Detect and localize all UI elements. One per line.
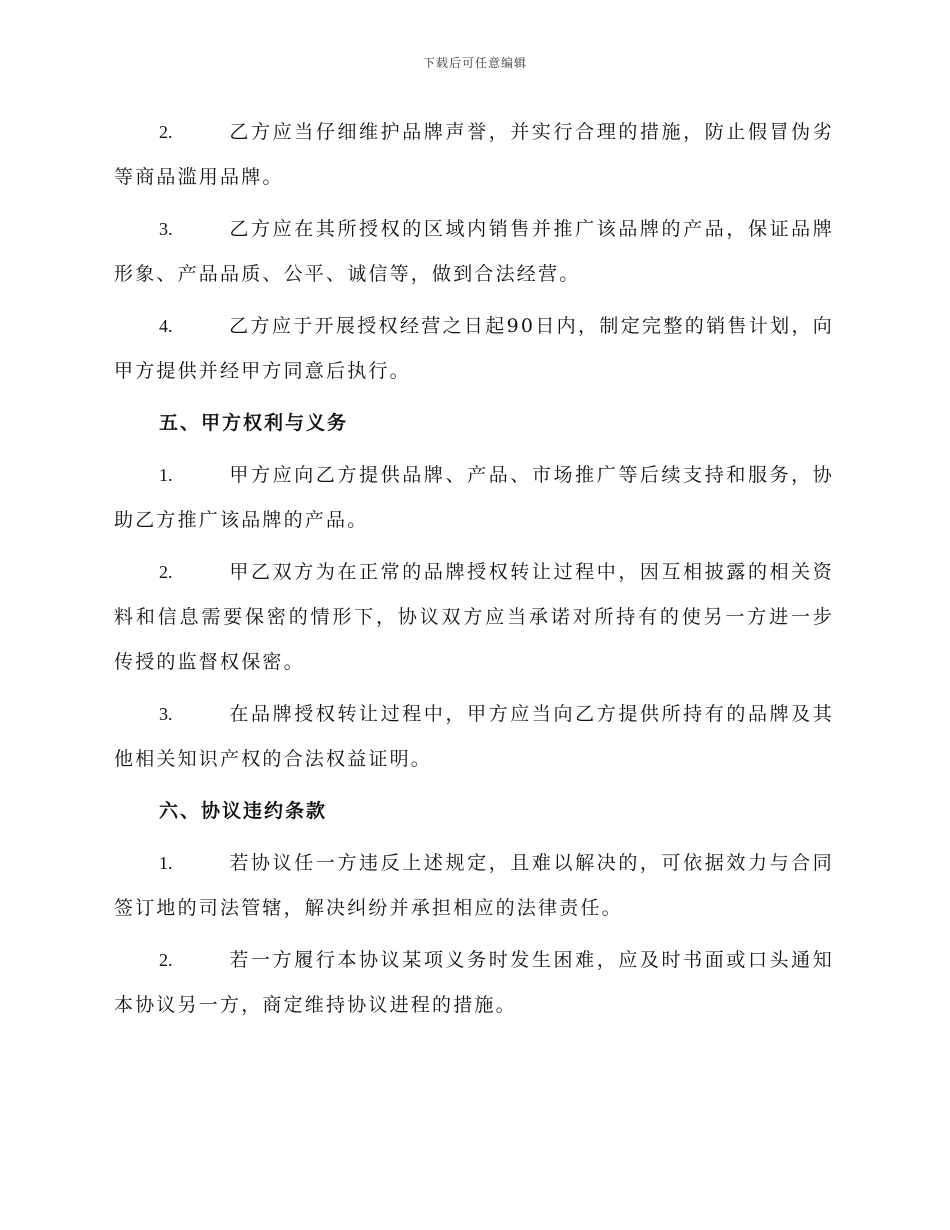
clause-text: 乙方应在其所授权的区域内销售并推广该品牌的产品，保证品牌形象、产品品质、公平、诚信等，做到合法经营。 [114,218,834,285]
clause-number: 1. [159,465,173,485]
clause-number: 2. [159,122,173,142]
clause-text: 乙方应于开展授权经营之日起90日内，制定完整的销售计划，向甲方提供并经甲方同意后执行。 [114,315,834,382]
clause-text: 若一方履行本协议某项义务时发生困难，应及时书面或口头通知本协议另一方，商定维持协议进程的措施。 [114,949,834,1016]
clause-paragraph [114,304,834,394]
clause-number: 2. [159,562,173,582]
clause-number: 2. [159,950,173,970]
clause-text: 甲方应向乙方提供品牌、产品、市场推广等后续支持和服务，协助乙方推广该品牌的产品。 [114,464,834,531]
clause-paragraph [114,453,834,543]
clause-paragraph [114,207,834,297]
clause-text: 在品牌授权转让过程中，甲方应当向乙方提供所持有的品牌及其他相关知识产权的合法权益证明。 [114,703,834,770]
clause-text: 乙方应当仔细维护品牌声誉，并实行合理的措施，防止假冒伪劣等商品滥用品牌。 [114,121,834,188]
section-heading: 六、协议违约条款 [159,800,328,822]
page-header: 下载后可任意编辑 [422,56,527,70]
clause-paragraph [114,692,834,782]
clause-paragraph [114,550,834,685]
clause-paragraph [114,841,834,931]
clause-text: 甲乙双方为在正常的品牌授权转让过程中，因互相披露的相关资料和信息需要保密的情形下，协议双方应当承诺对所持有的使另一方进一步传授的监督权保密。 [114,561,834,673]
clause-number: 3. [159,219,173,239]
clause-paragraph [114,110,834,200]
clause-text: 若协议任一方违反上述规定，且难以解决的，可依据效力与合同签订地的司法管辖，解决纠纷并承担相应的法律责任。 [114,852,834,919]
clause-number: 3. [159,704,173,724]
clause-number: 1. [159,853,173,873]
document-body [114,110,834,1035]
section-heading: 五、甲方权利与义务 [159,412,349,434]
clause-number: 4. [159,316,173,336]
clause-paragraph [114,938,834,1028]
